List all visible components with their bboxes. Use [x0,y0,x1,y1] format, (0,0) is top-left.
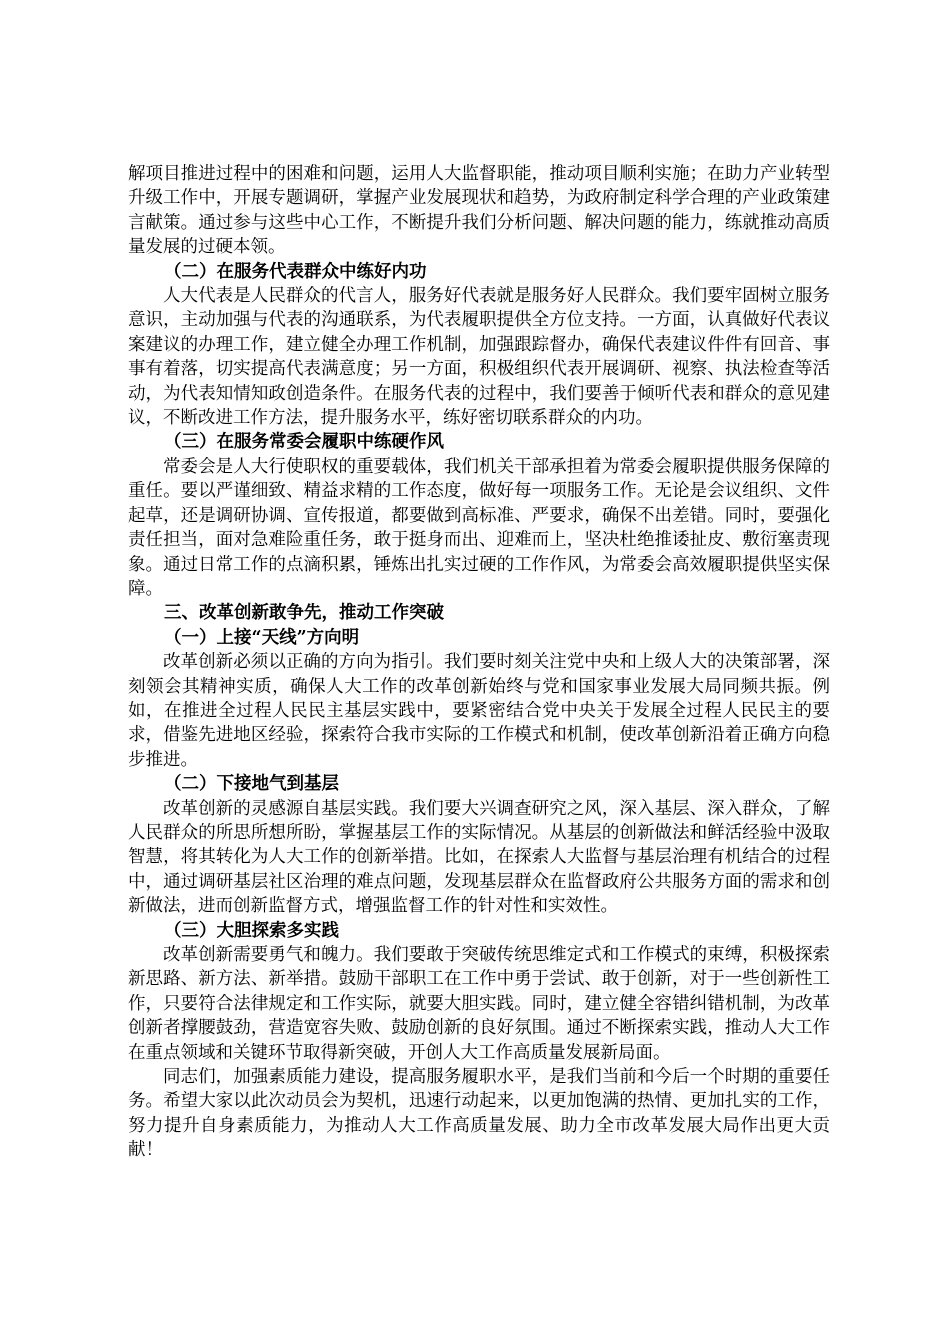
document-page [128,162,830,1163]
section-heading-bold-exploration: （三）大胆探索多实践 [164,920,339,941]
paragraph-serve-committee: 常委会是人大行使职权的重要载体，我们机关干部承担着为常委会履职提供服务保障的重任。要以严谨细致、精益求精的工作态度，做好每一项服务工作。无论是会议组织、文件起草，还是调研协调、宣传报道，都要做到高标准、严要求，确保不出差错。同时，要强化责任担当，面对急难险重任务，敢于挺身而出、迎难而上，坚决杜绝推诿扯皮、敷衍塞责现象。通过日常工作的点滴积累，锤炼出扎实过硬的工作作风，为常委会高效履职提供坚实保障。 [128,456,830,599]
paragraph-upward-direction: 改革创新必须以正确的方向为指引。我们要时刻关注党中央和上级人大的决策部署，深刻领会其精神实质，确保人大工作的改革创新始终与党和国家事业发展大局同频共振。例如，在推进全过程人民民主基层实践中，要紧密结合党中央关于发展全过程人民民主的要求，借鉴先进地区经验，探索符合我市实际的工作模式和机制，使改革创新沿着正确方向稳步推进。 [128,652,830,770]
section-heading-upward-direction: （一）上接“天线”方向明 [164,627,360,648]
section-heading-grassroots: （二）下接地气到基层 [164,774,339,795]
section-heading-serve-representatives: （二）在服务代表群众中练好内功 [164,261,427,282]
paragraph-closing: 同志们，加强素质能力建设，提高服务履职水平，是我们当前和今后一个时期的重要任务。希望大家以此次动员会为契机，迅速行动起来，以更加饱满的热情、更加扎实的工作，努力提升自身素质能力，为推动人大工作高质量发展、助力全市改革发展大局作出更大贡献！ [128,1067,830,1161]
chapter-heading-reform-innovation: 三、改革创新敢争先，推动工作突破 [164,603,444,624]
paragraph-continuation: 解项目推进过程中的困难和问题，运用人大监督职能，推动项目顺利实施；在助力产业转型升级工作中，开展专题调研，掌握产业发展现状和趋势，为政府制定科学合理的产业政策建言献策。通过参与这些中心工作，不断提升我们分析问题、解决问题的能力，练就推动高质量发展的过硬本领。 [128,164,830,258]
paragraph-serve-representatives: 人大代表是人民群众的代言人，服务好代表就是服务好人民群众。我们要牢固树立服务意识，主动加强与代表的沟通联系，为代表履职提供全方位支持。一方面，认真做好代表议案建议的办理工作，建立健全办理工作机制，加强跟踪督办，确保代表建议件件有回音、事事有着落，切实提高代表满意度；另一方面，积极组织代表开展调研、视察、执法检查等活动，为代表知情知政创造条件。在服务代表的过程中，我们要善于倾听代表和群众的意见建议，不断改进工作方法，提升服务水平，练好密切联系群众的内功。 [128,286,830,429]
paragraph-grassroots: 改革创新的灵感源自基层实践。我们要大兴调查研究之风，深入基层、深入群众，了解人民群众的所思所想所盼，掌握基层工作的实际情况。从基层的创新做法和鲜活经验中汲取智慧，将其转化为人大工作的创新举措。比如，在探索人大监督与基层治理有机结合的过程中，通过调研基层社区治理的难点问题，发现基层群众在监督政府公共服务方面的需求和创新做法，进而创新监督方式，增强监督工作的针对性和实效性。 [128,798,830,917]
section-heading-serve-committee: （三）在服务常委会履职中练硬作风 [164,432,444,453]
paragraph-bold-exploration: 改革创新需要勇气和魄力。我们要敢于突破传统思维定式和工作模式的束缚，积极探索新思路、新方法、新举措。鼓励干部职工在工作中勇于尝试、敢于创新，对于一些创新性工作，只要符合法律规定和工作实际，就要大胆实践。同时，建立健全容错纠错机制，为改革创新者撑腰鼓劲，营造宽容失败、鼓励创新的良好氛围。通过不断探索实践，推动人大工作在重点领域和关键环节取得新突破，开创人大工作高质量发展新局面。 [128,945,830,1063]
